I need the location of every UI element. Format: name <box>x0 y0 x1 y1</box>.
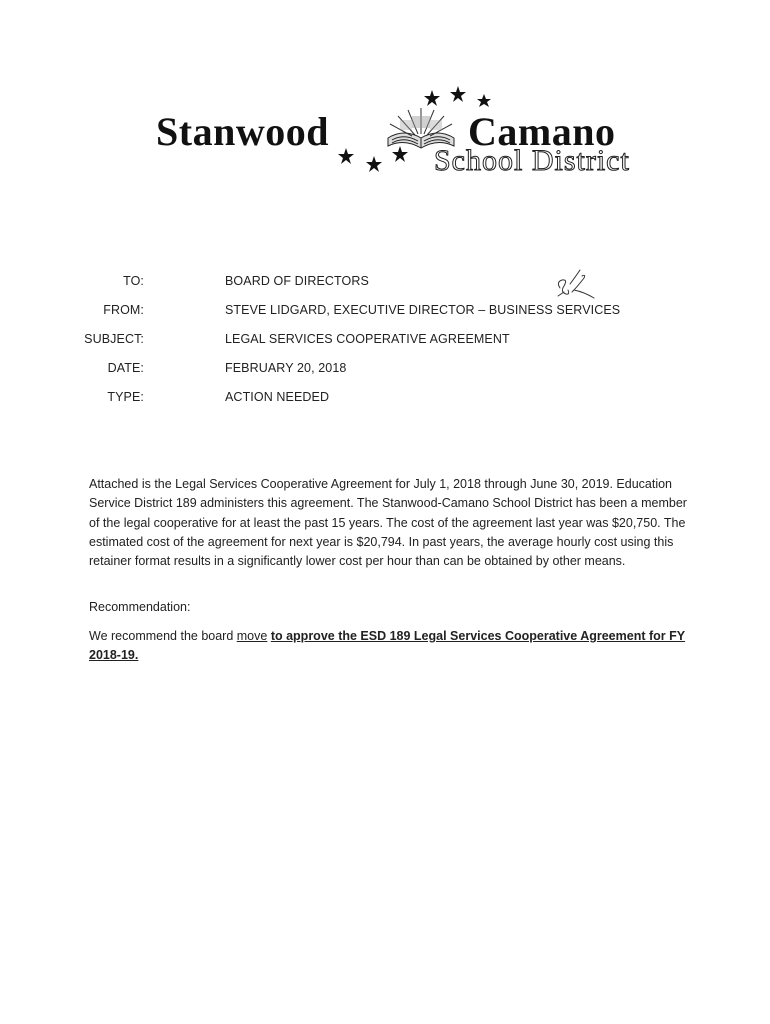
handwritten-initials-signature <box>550 266 600 304</box>
recommendation-action: to approve the ESD 189 Legal Services Cooperative Agreement for FY 2018-19. <box>89 629 686 663</box>
memo-label-to: TO: <box>123 274 144 288</box>
memo-value-subject: LEGAL SERVICES COOPERATIVE AGREEMENT <box>225 332 510 346</box>
memo-row-from <box>0 303 770 323</box>
memo-label-date: DATE: <box>107 361 144 375</box>
memo-value-type: ACTION NEEDED <box>225 390 330 404</box>
letterhead-name-right: Camano <box>468 109 616 154</box>
memo-label-from: FROM: <box>103 303 144 317</box>
recommendation-text <box>89 627 689 666</box>
memo-value-date: FEBRUARY 20, 2018 <box>225 361 347 375</box>
memo-value-to: BOARD OF DIRECTORS <box>225 274 369 288</box>
memo-row-subject <box>0 332 770 352</box>
district-letterhead <box>150 82 670 182</box>
letterhead-subtitle: School District <box>434 144 630 177</box>
letterhead-name-left: Stanwood <box>156 109 329 154</box>
recommendation-prefix: We recommend the board <box>89 629 237 643</box>
memo-row-type <box>0 390 770 410</box>
memo-label-subject: SUBJECT: <box>84 332 144 346</box>
memo-label-type: TYPE: <box>107 390 144 404</box>
memo-value-from: STEVE LIDGARD, EXECUTIVE DIRECTOR – BUSINESS SERVICES <box>225 303 621 317</box>
recommendation-label: Recommendation: <box>89 600 191 614</box>
memo-row-to <box>0 274 770 294</box>
body-paragraph: Attached is the Legal Services Cooperative Agreement for July 1, 2018 through June 30, 2019. Education Service District 189 administers this agreement. The Stanwood-Camano School District has been a member of the legal cooperative for at least the past 15 years. The cost of the agreement last year was $20,750. The estimated cost of the agreement for next year is $20,794. In past years, the average hourly cost using this retainer format results in a significantly lower cost per hour than can be obtained by other means. <box>89 477 687 569</box>
recommendation-move: move <box>236 629 268 643</box>
memo-row-date <box>0 361 770 381</box>
